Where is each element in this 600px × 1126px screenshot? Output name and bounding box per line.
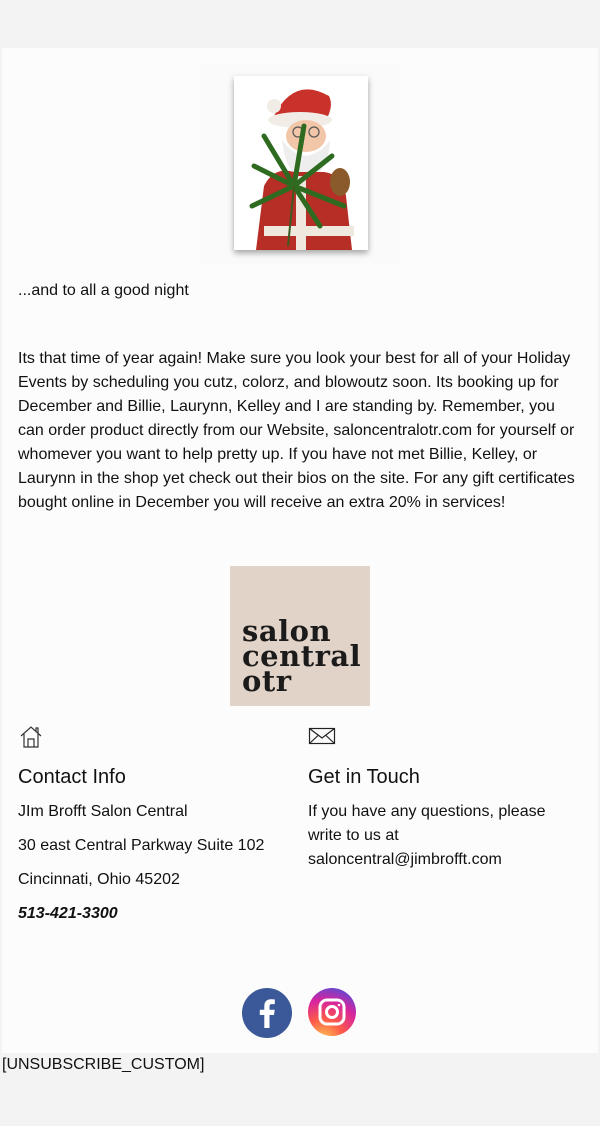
santa-illustration-icon <box>234 76 368 250</box>
logo-line-2: central <box>242 639 362 673</box>
street-address: 30 east Central Parkway Suite 102 <box>18 837 265 854</box>
facebook-icon[interactable] <box>242 988 292 1038</box>
phone-number[interactable]: 513-421-3300 <box>18 905 118 922</box>
hero-image-wrapper <box>200 64 400 264</box>
tagline: ...and to all a good night <box>18 282 189 299</box>
contact-email-message: If you have any questions, please write to us at saloncentral@jimbrofft.com <box>308 803 546 868</box>
envelope-icon <box>308 726 336 751</box>
instagram-icon[interactable] <box>308 988 356 1036</box>
logo-line-3: otr <box>242 664 292 698</box>
home-icon <box>18 724 44 755</box>
salon-name: JIm Brofft Salon Central <box>18 803 188 820</box>
contact-info-title: Contact Info <box>18 766 126 788</box>
holiday-message: Its that time of year again! Make sure you look your best for all of your Holiday Events by scheduling you cutz, colorz, and blowoutz soon. Its booking up for December and Billie, Laurynn, Kelley and I are standing by. Remember, you can order product directly from our Website, saloncentralotr.com for yourself or whomever you want to help pretty up. If you have not met Billie, Kelley, or Laurynn in the shop yet check out their bios on the site. For any gift certificates bought online in December you will receive an extra 20% in services! <box>18 350 575 511</box>
city-state-zip: Cincinnati, Ohio 45202 <box>18 871 180 888</box>
logo-line-1: salon <box>242 614 332 648</box>
santa-image <box>234 76 368 250</box>
get-in-touch-title: Get in Touch <box>308 766 420 788</box>
unsubscribe-placeholder[interactable]: [UNSUBSCRIBE_CUSTOM] <box>2 1056 205 1073</box>
email-card <box>2 48 598 1053</box>
salon-logo <box>230 566 370 706</box>
